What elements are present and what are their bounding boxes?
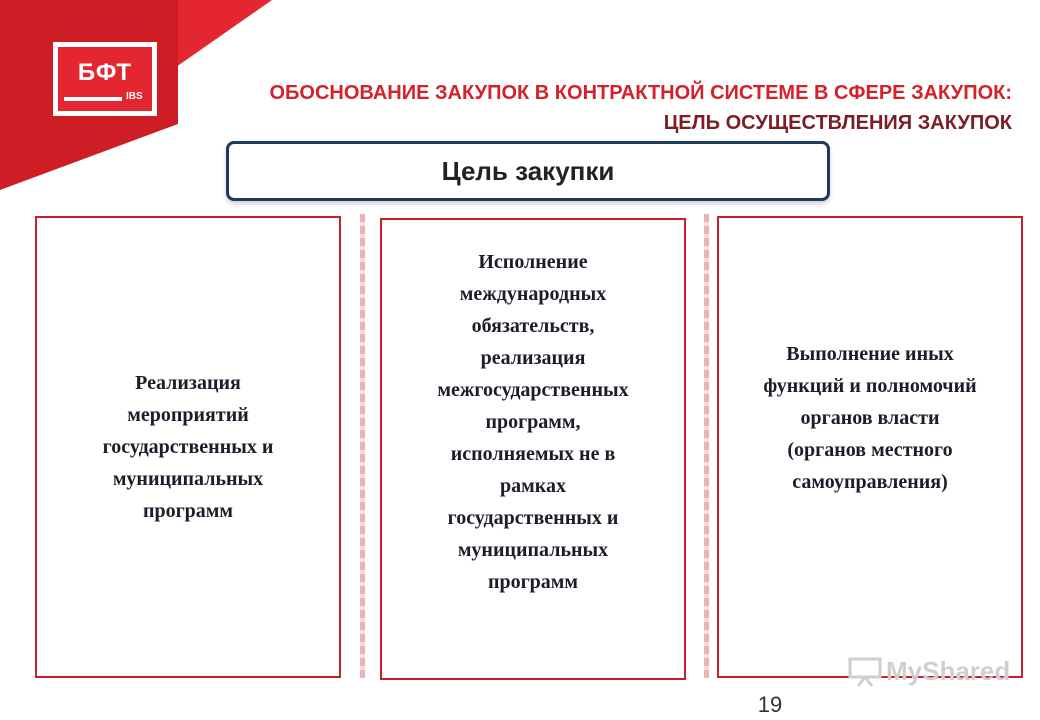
watermark-text: MyShared	[886, 656, 1011, 686]
logo-sub-text: IBS	[126, 91, 143, 102]
slide-title	[152, 78, 1012, 138]
goal-box	[226, 141, 830, 201]
title-line-2: ЦЕЛЬ ОСУЩЕСТВЛЕНИЯ ЗАКУПОК	[663, 112, 1012, 134]
divider-right	[704, 214, 709, 678]
logo-text: БФТ	[77, 59, 133, 86]
card-other-functions-text: Выполнение иных функций и полномочий органов власти (органов местного самоуправления)	[763, 343, 977, 493]
card-other-functions	[717, 216, 1023, 678]
card-programs-text: Реализация мероприятий государственных и муниципальных программ	[102, 372, 274, 522]
card-international	[380, 218, 686, 680]
goal-label: Цель закупки	[441, 155, 615, 186]
card-programs	[35, 216, 341, 678]
card-international-text: Исполнение международных обязательств, реализация межгосударственных программ, исполняемых не в рамках государственных и муниципальных программ	[437, 251, 629, 593]
divider-left	[360, 214, 365, 678]
logo-badge	[58, 47, 152, 111]
presentation-icon	[848, 657, 882, 687]
title-line-1: ОБОСНОВАНИЕ ЗАКУПОК В КОНТРАКТНОЙ СИСТЕМЕ В СФЕРЕ ЗАКУПОК:	[269, 82, 1012, 104]
logo-underline	[64, 97, 122, 101]
page-number: 19	[757, 692, 783, 717]
bft-logo	[53, 42, 157, 116]
watermark	[848, 656, 1010, 687]
